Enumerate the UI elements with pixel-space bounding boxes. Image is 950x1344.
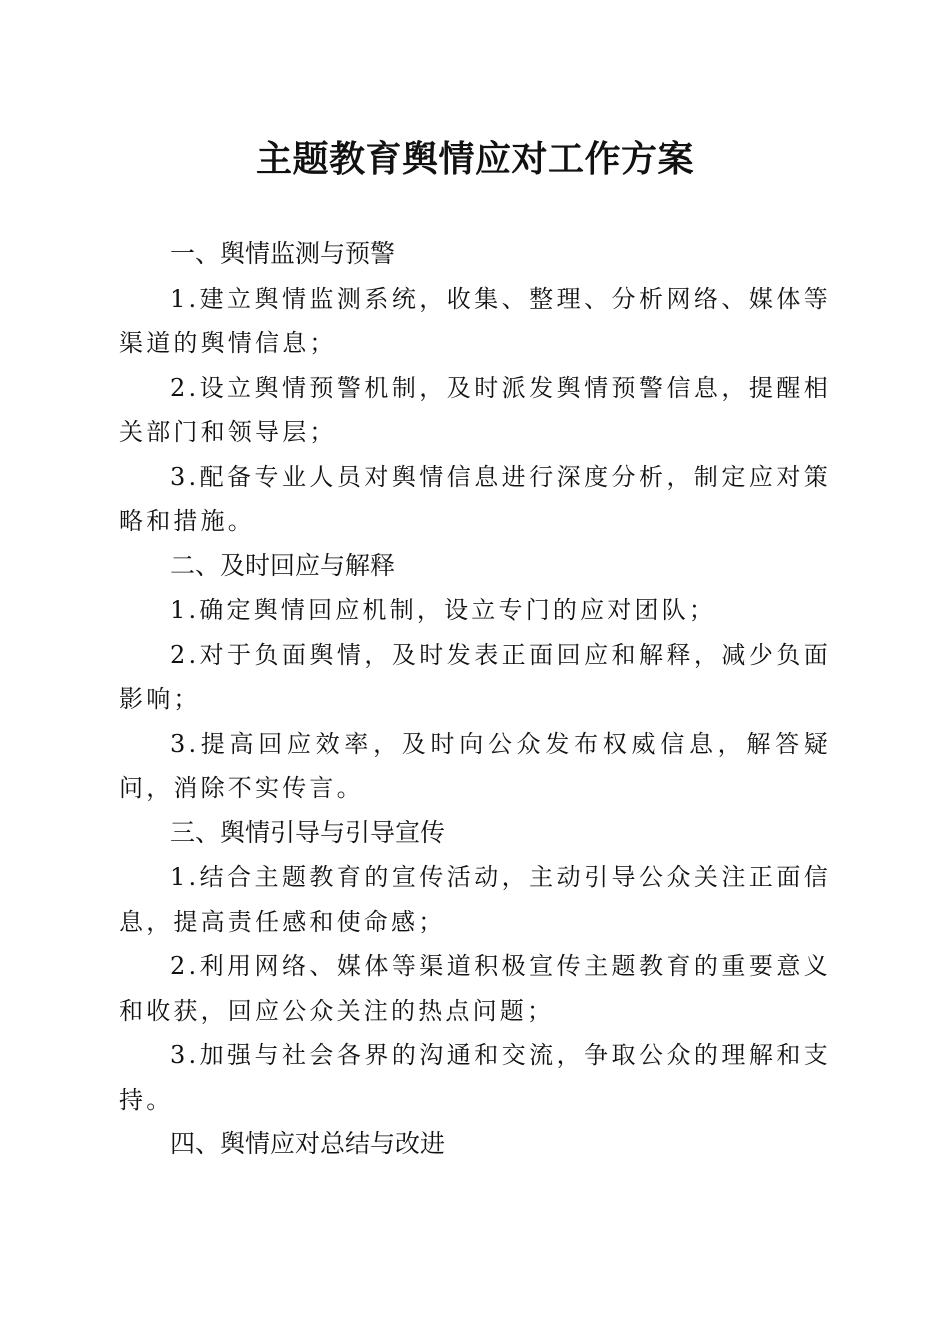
paragraph: 1.确定舆情回应机制，设立专门的应对团队； xyxy=(170,596,717,624)
paragraph: 3.配备专业人员对舆情信息进行深度分析，制定应对策略和措施。 xyxy=(119,462,831,535)
paragraph: 2.对于负面舆情，及时发表正面回应和解释，减少负面影响； xyxy=(119,640,831,713)
section-heading: 一、舆情监测与预警 xyxy=(170,239,396,268)
paragraph: 1.建立舆情监测系统，收集、整理、分析网络、媒体等渠道的舆情信息； xyxy=(119,284,831,357)
section-heading: 三、舆情引导与引导宣传 xyxy=(170,817,446,847)
document-title: 主题教育舆情应对工作方案 xyxy=(255,138,694,180)
paragraph: 3.提高回应效率，及时向公众发布权威信息，解答疑问，消除不实传言。 xyxy=(119,729,831,802)
paragraph: 2.设立舆情预警机制，及时派发舆情预警信息，提醒相关部门和领导层； xyxy=(119,373,831,446)
paragraph: 1.结合主题教育的宣传活动，主动引导公众关注正面信息，提高责任感和使命感； xyxy=(119,863,831,936)
document-body xyxy=(119,232,831,1167)
paragraph: 3.加强与社会各界的沟通和交流，争取公众的理解和支持。 xyxy=(119,1041,831,1114)
paragraph: 2.利用网络、媒体等渠道积极宣传主题教育的重要意义和收获，回应公众关注的热点问题； xyxy=(119,952,831,1025)
section-heading: 四、舆情应对总结与改进 xyxy=(170,1129,446,1158)
section-heading: 二、及时回应与解释 xyxy=(170,550,396,580)
